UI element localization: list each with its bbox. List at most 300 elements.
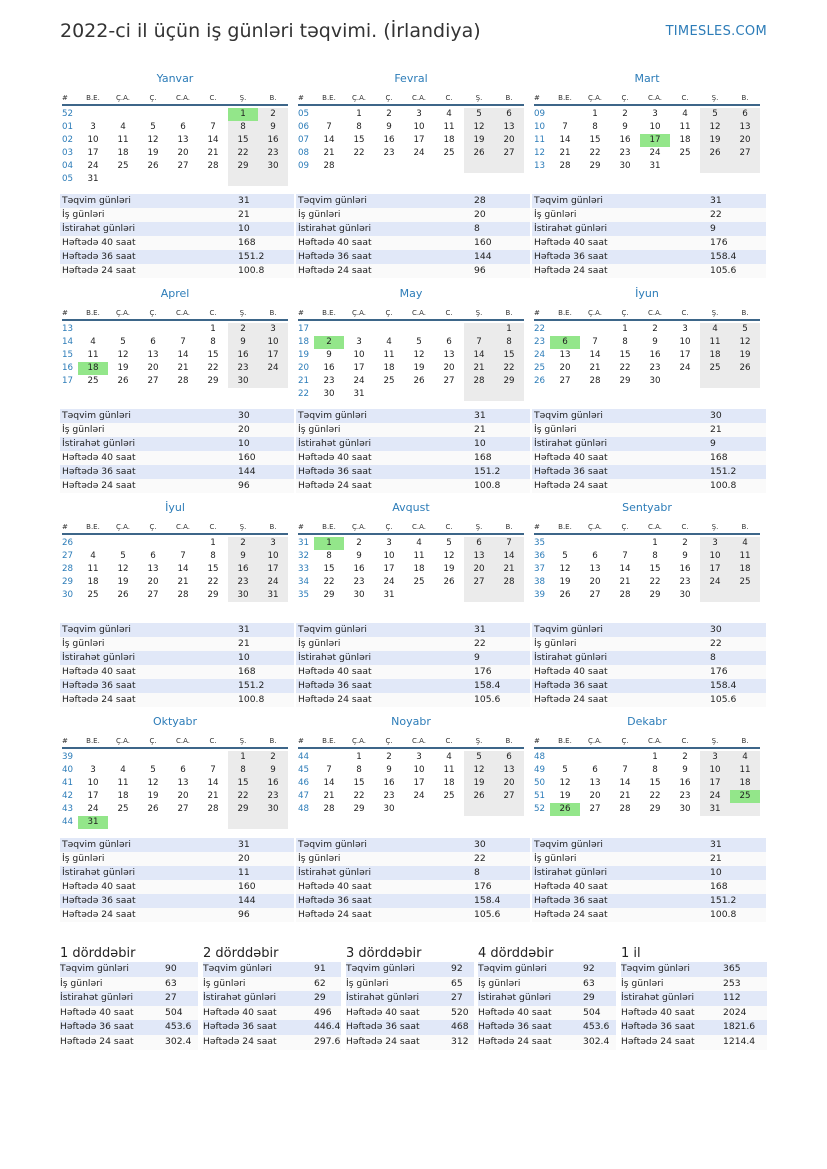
quarter-label: Həftədə 40 saat bbox=[60, 1006, 134, 1018]
weekday-label: C.A. bbox=[647, 737, 662, 745]
stat-row bbox=[60, 437, 294, 451]
month-block bbox=[298, 501, 524, 602]
day-cell: 28 bbox=[207, 804, 219, 814]
day-cell: 27 bbox=[177, 804, 189, 814]
week-row bbox=[62, 751, 288, 764]
quarter-title: 3 dörddəbir bbox=[346, 946, 422, 961]
weekday-label: Ş. bbox=[711, 309, 719, 317]
day-cell: 25 bbox=[730, 790, 760, 803]
day-cell: 17 bbox=[258, 349, 288, 362]
day-cell: 1 bbox=[652, 538, 658, 548]
quarter-value: 468 bbox=[451, 1021, 469, 1033]
weekday-label: Ç.A. bbox=[115, 94, 130, 102]
empty-day bbox=[464, 803, 494, 816]
day-cell: 5 bbox=[150, 765, 156, 775]
stat-row bbox=[60, 465, 294, 479]
stat-label: Həftədə 40 saat bbox=[298, 881, 372, 892]
week-number: 40 bbox=[62, 765, 74, 775]
day-cell: 17 bbox=[353, 363, 365, 373]
weekday-label: C.A. bbox=[175, 737, 190, 745]
stat-row bbox=[296, 679, 530, 693]
stat-value: 21 bbox=[710, 424, 722, 435]
day-cell: 16 bbox=[323, 363, 335, 373]
day-cell: 5 bbox=[446, 538, 452, 548]
week-number: 48 bbox=[298, 804, 310, 814]
stat-label: Həftədə 40 saat bbox=[534, 237, 608, 248]
week-number-header: # bbox=[534, 523, 540, 531]
week-row bbox=[534, 803, 760, 816]
month-calendar bbox=[534, 733, 760, 816]
day-cell: 18 bbox=[443, 135, 455, 145]
stat-value: 100.8 bbox=[474, 480, 501, 491]
empty-day bbox=[374, 160, 404, 173]
day-cell: 12 bbox=[413, 350, 425, 360]
day-cell: 22 bbox=[207, 363, 219, 373]
quarter-value: 520 bbox=[451, 1006, 469, 1018]
weekday-label: B.E. bbox=[558, 309, 572, 317]
week-number: 37 bbox=[534, 564, 546, 574]
weekday-label: B. bbox=[269, 94, 277, 102]
week-row bbox=[534, 121, 760, 134]
day-cell: 11 bbox=[87, 350, 99, 360]
day-cell: 9 bbox=[652, 337, 658, 347]
day-cell: 9 bbox=[622, 122, 628, 132]
week-row bbox=[298, 349, 524, 362]
month-stats bbox=[60, 409, 294, 493]
quarter-row bbox=[346, 1035, 474, 1050]
day-cell: 6 bbox=[150, 337, 156, 347]
quarter-row bbox=[346, 962, 474, 977]
stat-value: 21 bbox=[710, 853, 722, 864]
stat-value: 96 bbox=[238, 480, 250, 491]
day-cell: 20 bbox=[443, 363, 455, 373]
weekday-label: B.E. bbox=[86, 309, 100, 317]
day-cell: 21 bbox=[323, 791, 335, 801]
day-cell: 15 bbox=[228, 777, 258, 790]
stat-row bbox=[532, 679, 766, 693]
day-cell: 8 bbox=[228, 764, 258, 777]
empty-day bbox=[168, 751, 198, 764]
day-cell: 1 bbox=[228, 108, 258, 121]
stat-label: İş günləri bbox=[534, 638, 577, 649]
weekday-label: B.E. bbox=[558, 523, 572, 531]
month-stats bbox=[60, 194, 294, 278]
day-cell: 4 bbox=[90, 337, 96, 347]
day-cell: 11 bbox=[730, 764, 760, 777]
quarter-row bbox=[346, 1020, 474, 1035]
day-cell: 16 bbox=[383, 778, 395, 788]
day-cell: 27 bbox=[147, 376, 159, 386]
day-cell: 11 bbox=[117, 135, 129, 145]
quarter-value: 90 bbox=[165, 963, 177, 974]
quarter-row bbox=[478, 1035, 616, 1050]
stat-row bbox=[60, 250, 294, 264]
week-row bbox=[298, 550, 524, 563]
day-cell: 24 bbox=[258, 576, 288, 589]
weekday-label: Ç.A. bbox=[351, 523, 366, 531]
empty-day bbox=[138, 751, 168, 764]
day-cell: 1 bbox=[356, 752, 362, 762]
month-block bbox=[62, 715, 288, 829]
week-row bbox=[534, 563, 760, 576]
weekday-label: Ç. bbox=[621, 309, 629, 317]
day-cell: 10 bbox=[383, 551, 395, 561]
stat-label: İstirahət günləri bbox=[534, 652, 608, 663]
week-number: 15 bbox=[62, 350, 74, 360]
day-cell: 15 bbox=[649, 564, 661, 574]
day-cell: 2 bbox=[622, 109, 628, 119]
day-cell: 12 bbox=[147, 135, 159, 145]
week-row bbox=[62, 550, 288, 563]
stat-value: 31 bbox=[238, 624, 250, 635]
weekday-label: Ş. bbox=[239, 523, 247, 531]
day-cell: 24 bbox=[353, 376, 365, 386]
stat-label: Həftədə 24 saat bbox=[298, 694, 372, 705]
month-block bbox=[298, 287, 524, 401]
day-cell: 2 bbox=[258, 108, 288, 121]
week-number-header: # bbox=[298, 737, 304, 745]
day-cell: 19 bbox=[464, 134, 494, 147]
weekday-label: C. bbox=[445, 309, 453, 317]
week-number-header: # bbox=[298, 94, 304, 102]
stat-label: Həftədə 24 saat bbox=[534, 909, 608, 920]
day-cell: 1 bbox=[228, 751, 258, 764]
week-row bbox=[62, 362, 288, 375]
stat-value: 168 bbox=[238, 666, 256, 677]
quarter-label: Həftədə 24 saat bbox=[621, 1035, 695, 1047]
empty-day bbox=[168, 816, 198, 829]
stat-value: 151.2 bbox=[710, 895, 737, 906]
stat-row bbox=[532, 623, 766, 637]
weekday-header bbox=[298, 519, 524, 535]
week-number: 26 bbox=[62, 538, 74, 548]
day-cell: 7 bbox=[210, 765, 216, 775]
weekday-label: B. bbox=[269, 523, 277, 531]
stat-row bbox=[60, 693, 294, 707]
day-cell: 1 bbox=[210, 538, 216, 548]
quarter-row bbox=[621, 962, 767, 977]
week-row bbox=[298, 323, 524, 336]
day-cell: 24 bbox=[413, 148, 425, 158]
empty-day bbox=[198, 108, 228, 121]
stat-row bbox=[532, 208, 766, 222]
day-cell: 26 bbox=[117, 376, 129, 386]
stat-value: 168 bbox=[710, 881, 728, 892]
stat-label: Təqvim günləri bbox=[534, 624, 603, 635]
stat-label: İstirahət günləri bbox=[534, 223, 608, 234]
weekday-label: B.E. bbox=[558, 737, 572, 745]
day-cell: 15 bbox=[228, 134, 258, 147]
day-cell: 2 bbox=[356, 538, 362, 548]
day-cell: 16 bbox=[258, 134, 288, 147]
week-number: 01 bbox=[62, 122, 74, 132]
stat-row bbox=[296, 194, 530, 208]
stat-row bbox=[60, 637, 294, 651]
stat-label: İş günləri bbox=[298, 853, 341, 864]
stat-value: 105.6 bbox=[474, 909, 501, 920]
stat-value: 9 bbox=[474, 652, 480, 663]
weekday-label: B. bbox=[505, 309, 513, 317]
empty-day bbox=[550, 537, 580, 550]
quarter-value: 63 bbox=[583, 977, 595, 989]
day-cell: 6 bbox=[550, 336, 580, 349]
day-cell: 15 bbox=[649, 778, 661, 788]
empty-day bbox=[374, 323, 404, 336]
weekday-label: C.A. bbox=[647, 94, 662, 102]
day-cell: 22 bbox=[228, 147, 258, 160]
month-block bbox=[62, 287, 288, 388]
day-cell: 23 bbox=[228, 362, 258, 375]
stat-value: 168 bbox=[474, 452, 492, 463]
week-row bbox=[298, 375, 524, 388]
day-cell: 28 bbox=[589, 376, 601, 386]
stat-value: 160 bbox=[238, 452, 256, 463]
day-cell: 3 bbox=[356, 337, 362, 347]
month-block bbox=[534, 72, 760, 173]
week-row bbox=[298, 751, 524, 764]
weekday-header bbox=[298, 733, 524, 749]
day-cell: 20 bbox=[147, 577, 159, 587]
stat-value: 176 bbox=[474, 666, 492, 677]
empty-day bbox=[730, 375, 760, 388]
quarter-row bbox=[621, 1020, 767, 1035]
day-cell: 15 bbox=[207, 350, 219, 360]
month-name: Oktyabr bbox=[152, 715, 198, 728]
weekday-label: Ç.A. bbox=[587, 523, 602, 531]
stat-row bbox=[296, 479, 530, 493]
empty-day bbox=[138, 537, 168, 550]
empty-day bbox=[314, 751, 344, 764]
week-number: 44 bbox=[62, 817, 74, 827]
day-cell: 7 bbox=[494, 537, 524, 550]
stat-value: 105.6 bbox=[474, 694, 501, 705]
quarter-label: Həftədə 36 saat bbox=[478, 1021, 552, 1033]
day-cell: 21 bbox=[559, 148, 571, 158]
quarter-value: 29 bbox=[314, 992, 326, 1004]
stat-label: Həftədə 36 saat bbox=[534, 251, 608, 262]
stat-label: İstirahət günləri bbox=[62, 867, 136, 878]
week-number-header: # bbox=[534, 309, 540, 317]
stat-label: Həftədə 40 saat bbox=[298, 452, 372, 463]
day-cell: 22 bbox=[589, 148, 601, 158]
brand-link[interactable]: TIMESLES.COM bbox=[665, 24, 767, 39]
day-cell: 26 bbox=[730, 362, 760, 375]
day-cell: 13 bbox=[147, 350, 159, 360]
week-row bbox=[534, 790, 760, 803]
day-cell: 5 bbox=[416, 337, 422, 347]
day-cell: 28 bbox=[494, 576, 524, 589]
stat-row bbox=[60, 838, 294, 852]
stat-row bbox=[60, 222, 294, 236]
stat-label: Təqvim günləri bbox=[534, 410, 603, 421]
empty-day bbox=[404, 589, 434, 602]
month-stats bbox=[532, 623, 766, 707]
weekday-label: Ş. bbox=[711, 523, 719, 531]
quarter-row bbox=[60, 1020, 198, 1035]
quarter-row bbox=[203, 991, 341, 1006]
quarter-row bbox=[346, 1006, 474, 1021]
day-cell: 17 bbox=[383, 564, 395, 574]
day-cell: 12 bbox=[559, 564, 571, 574]
stat-label: Həftədə 36 saat bbox=[62, 895, 136, 906]
day-cell: 17 bbox=[413, 778, 425, 788]
week-row bbox=[534, 147, 760, 160]
week-number: 23 bbox=[534, 337, 546, 347]
quarter-title: 1 dörddəbir bbox=[60, 946, 136, 961]
day-cell: 9 bbox=[386, 122, 392, 132]
day-cell: 18 bbox=[730, 777, 760, 790]
day-cell: 8 bbox=[210, 337, 216, 347]
quarter-row bbox=[478, 1020, 616, 1035]
stat-label: Həftədə 36 saat bbox=[298, 251, 372, 262]
stat-value: 144 bbox=[474, 251, 492, 262]
stat-row bbox=[532, 423, 766, 437]
week-number-header: # bbox=[298, 523, 304, 531]
week-row bbox=[534, 550, 760, 563]
month-block bbox=[534, 715, 760, 816]
week-number: 05 bbox=[62, 174, 74, 184]
week-row bbox=[62, 323, 288, 336]
weekday-label: C. bbox=[209, 737, 217, 745]
stat-label: İş günləri bbox=[62, 638, 105, 649]
day-cell: 29 bbox=[589, 161, 601, 171]
weekday-label: C.A. bbox=[411, 94, 426, 102]
day-cell: 4 bbox=[120, 765, 126, 775]
empty-day bbox=[550, 108, 580, 121]
quarter-table bbox=[346, 962, 474, 1050]
quarter-value: 253 bbox=[723, 977, 741, 989]
empty-day bbox=[108, 751, 138, 764]
week-number: 26 bbox=[534, 376, 546, 386]
stat-value: 31 bbox=[474, 624, 486, 635]
day-cell: 2 bbox=[682, 752, 688, 762]
quarter-label: Təqvim günləri bbox=[346, 963, 415, 974]
day-cell: 4 bbox=[120, 122, 126, 132]
stat-label: Təqvim günləri bbox=[298, 624, 367, 635]
day-cell: 25 bbox=[730, 576, 760, 589]
week-number: 11 bbox=[534, 135, 546, 145]
day-cell: 19 bbox=[464, 777, 494, 790]
day-cell: 22 bbox=[494, 362, 524, 375]
weekday-header bbox=[62, 733, 288, 749]
stat-value: 100.8 bbox=[710, 909, 737, 920]
quarter-table bbox=[621, 962, 767, 1050]
day-cell: 14 bbox=[559, 135, 571, 145]
empty-day bbox=[78, 323, 108, 336]
day-cell: 25 bbox=[413, 577, 425, 587]
quarter-row bbox=[621, 1006, 767, 1021]
week-row bbox=[298, 134, 524, 147]
stat-label: Həftədə 40 saat bbox=[298, 237, 372, 248]
day-cell: 6 bbox=[180, 765, 186, 775]
day-cell: 24 bbox=[258, 362, 288, 375]
day-cell: 23 bbox=[679, 791, 691, 801]
day-cell: 13 bbox=[494, 121, 524, 134]
week-number-header: # bbox=[62, 94, 68, 102]
quarter-label: Həftədə 40 saat bbox=[203, 1006, 277, 1018]
day-cell: 20 bbox=[589, 791, 601, 801]
stat-label: Həftədə 36 saat bbox=[62, 680, 136, 691]
week-number: 39 bbox=[62, 752, 74, 762]
stat-label: Həftədə 36 saat bbox=[62, 466, 136, 477]
stat-row bbox=[532, 250, 766, 264]
day-cell: 26 bbox=[464, 790, 494, 803]
day-cell: 20 bbox=[147, 363, 159, 373]
week-row bbox=[62, 816, 288, 829]
day-cell: 27 bbox=[494, 790, 524, 803]
stat-label: Həftədə 40 saat bbox=[534, 452, 608, 463]
week-number: 34 bbox=[298, 577, 310, 587]
day-cell: 16 bbox=[619, 135, 631, 145]
week-number: 08 bbox=[298, 148, 310, 158]
weekday-label: C. bbox=[209, 523, 217, 531]
day-cell: 15 bbox=[619, 350, 631, 360]
weekday-label: Ş. bbox=[475, 737, 483, 745]
quarter-label: İstirahət günləri bbox=[60, 992, 134, 1004]
empty-day bbox=[404, 323, 434, 336]
day-cell: 1 bbox=[592, 109, 598, 119]
weekday-label: B.E. bbox=[86, 523, 100, 531]
empty-day bbox=[198, 751, 228, 764]
quarter-row bbox=[60, 962, 198, 977]
weekday-label: Ç. bbox=[149, 523, 157, 531]
day-cell: 26 bbox=[700, 147, 730, 160]
day-cell: 14 bbox=[323, 778, 335, 788]
quarter-summary bbox=[60, 946, 198, 1050]
weekday-label: C. bbox=[445, 523, 453, 531]
week-number: 07 bbox=[298, 135, 310, 145]
stat-value: 105.6 bbox=[710, 694, 737, 705]
day-cell: 21 bbox=[619, 577, 631, 587]
weekday-label: Ç. bbox=[385, 737, 393, 745]
empty-day bbox=[168, 537, 198, 550]
weekday-label: Ç.A. bbox=[587, 309, 602, 317]
day-cell: 21 bbox=[177, 577, 189, 587]
day-cell: 4 bbox=[730, 751, 760, 764]
weekday-label: C. bbox=[681, 737, 689, 745]
quarter-label: Həftədə 40 saat bbox=[478, 1006, 552, 1018]
stat-row bbox=[532, 651, 766, 665]
stat-value: 158.4 bbox=[474, 680, 501, 691]
stat-row bbox=[532, 194, 766, 208]
quarter-label: İş günləri bbox=[60, 977, 103, 989]
day-cell: 29 bbox=[207, 376, 219, 386]
month-name: Noyabr bbox=[391, 715, 431, 728]
quarter-row bbox=[60, 977, 198, 992]
day-cell: 16 bbox=[228, 349, 258, 362]
day-cell: 28 bbox=[323, 161, 335, 171]
week-number: 24 bbox=[534, 350, 546, 360]
day-cell: 14 bbox=[464, 349, 494, 362]
day-cell: 27 bbox=[464, 576, 494, 589]
week-row bbox=[298, 563, 524, 576]
day-cell: 11 bbox=[117, 778, 129, 788]
day-cell: 14 bbox=[177, 350, 189, 360]
stat-label: Təqvim günləri bbox=[62, 410, 131, 421]
week-number: 14 bbox=[62, 337, 74, 347]
month-calendar bbox=[298, 90, 524, 173]
day-cell: 30 bbox=[323, 389, 335, 399]
day-cell: 11 bbox=[730, 550, 760, 563]
day-cell: 11 bbox=[443, 122, 455, 132]
stat-row bbox=[296, 250, 530, 264]
empty-day bbox=[258, 375, 288, 388]
empty-day bbox=[138, 323, 168, 336]
day-cell: 4 bbox=[446, 752, 452, 762]
week-number: 30 bbox=[62, 590, 74, 600]
day-cell: 9 bbox=[386, 765, 392, 775]
day-cell: 13 bbox=[443, 350, 455, 360]
